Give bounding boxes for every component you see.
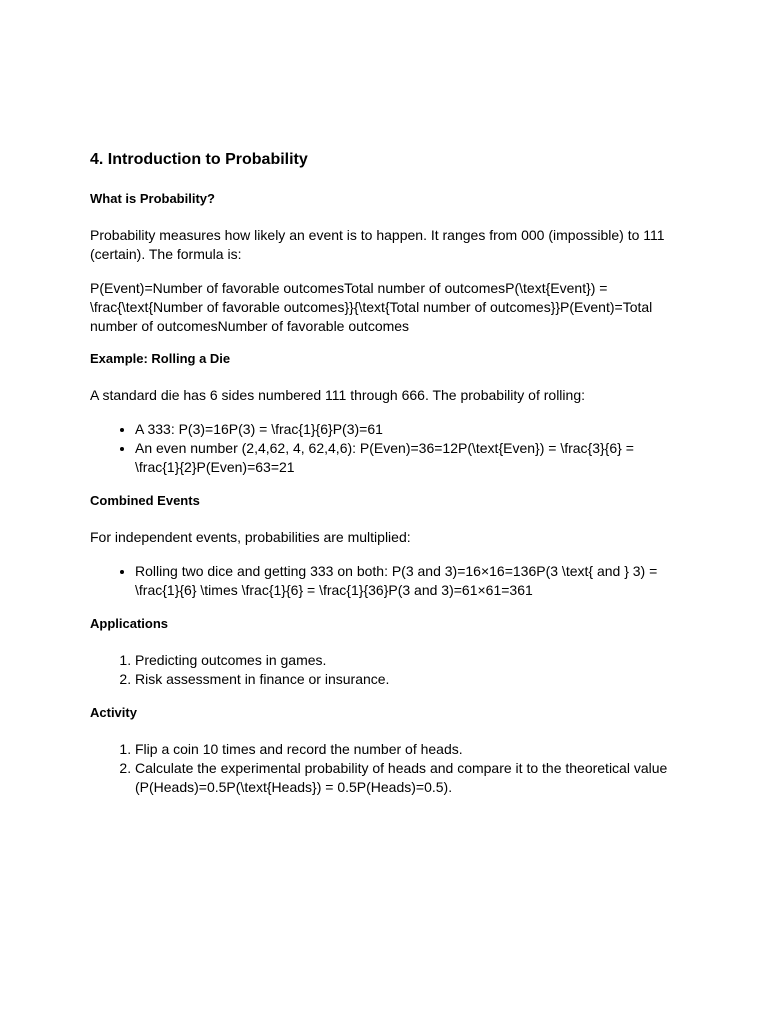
paragraph-probability-intro: Probability measures how likely an event is to happen. It ranges from 000 (impossible) to 111 (certain). The formula is: (90, 227, 665, 262)
heading-activity: Activity (90, 705, 137, 720)
page-title: 4. Introduction to Probability (90, 151, 308, 168)
heading-applications: Applications (90, 616, 169, 631)
list-item: 1. Flip a coin 10 times and record the number of heads. (135, 740, 680, 759)
heading-what-is-probability: What is Probability? (90, 191, 215, 206)
example-bullet-list (90, 420, 680, 477)
document-page (90, 150, 680, 813)
paragraph-die-intro: A standard die has 6 sides numbered 111 through 666. The probability of rolling: (90, 387, 585, 403)
list-item: • Rolling two dice and getting 333 on both: P(3 and 3)=16×16=136P(3 \text{ and } 3) = \frac{1}{6} \times \frac{1}{6} = \frac{1}{36}P(3 and 3)=61×61=361 (135, 562, 680, 600)
list-item: 2. Risk assessment in finance or insurance. (135, 670, 680, 689)
list-item: • An even number (2,4,62, 4, 62,4,6): P(Even)=36=12P(\text{Even}) = \frac{3}{6} = \frac{1}{2}P(Even)=63=21 (135, 439, 680, 477)
paragraph-probability-formula: P(Event)=Number of favorable outcomesTotal number of outcomesP(\text{Event}) = \frac{\text{Number of favorable outcomes}}{\text{Total number of outcomes}}P(Event)=Total number of outcomesNumber of favorable outcomes (90, 280, 653, 334)
list-item: 2. Calculate the experimental probability of heads and compare it to the theoretical value (P(Heads)=0.5P(\text{Heads}) = 0.5P(Heads)=0.5). (135, 759, 680, 797)
heading-combined-events: Combined Events (90, 493, 200, 508)
heading-example-rolling-die: Example: Rolling a Die (90, 351, 231, 366)
combined-bullet-list (90, 562, 680, 600)
list-item: • A 333: P(3)=16P(3) = \frac{1}{6}P(3)=61 (135, 420, 680, 439)
activity-numbered-list (90, 740, 680, 797)
paragraph-combined-intro: For independent events, probabilities are multiplied: (90, 529, 411, 545)
applications-numbered-list (90, 651, 680, 689)
list-item: 1. Predicting outcomes in games. (135, 651, 680, 670)
